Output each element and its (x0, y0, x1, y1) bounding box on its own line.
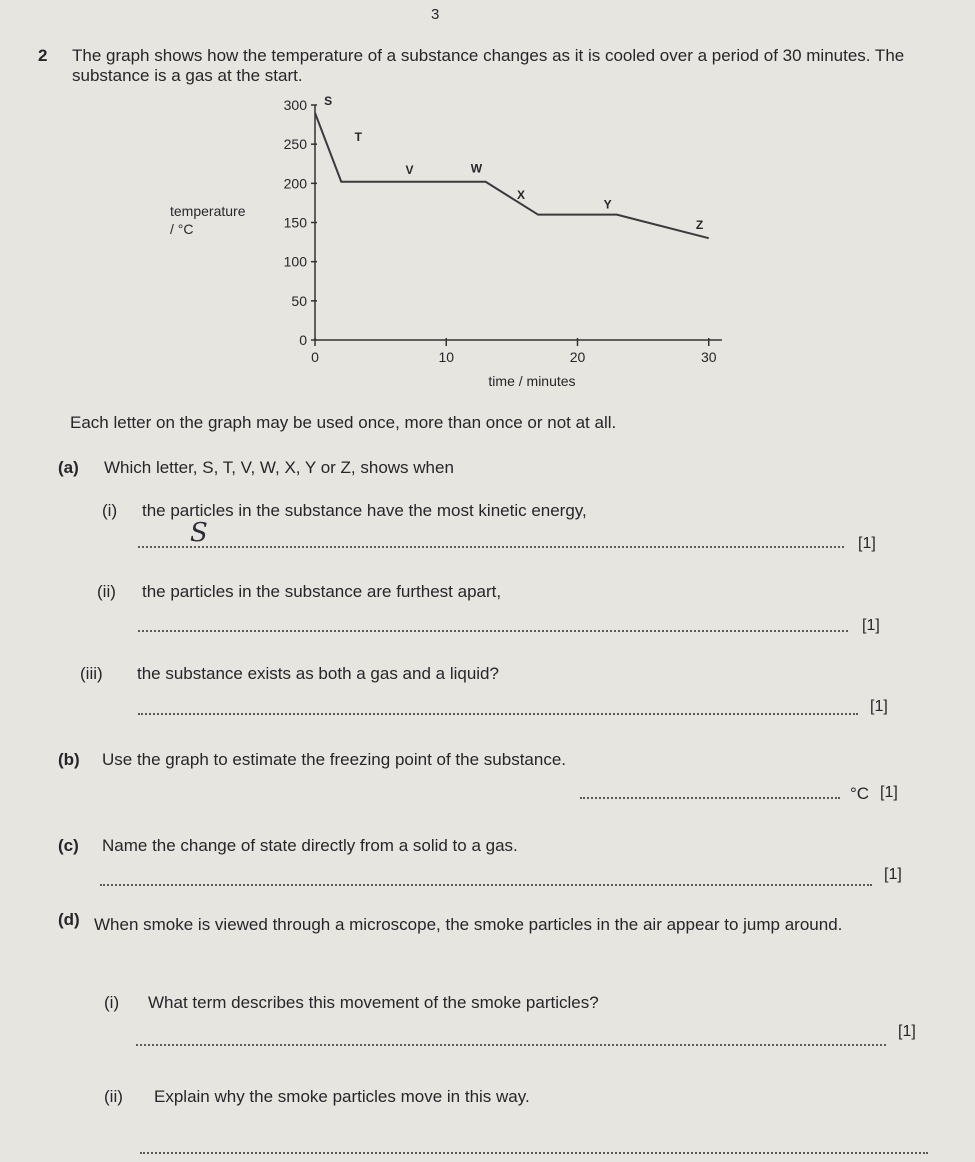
y-axis-label-line2: / °C (170, 221, 194, 237)
x-tick-label: 0 (311, 349, 319, 365)
part-d-ii-text: Explain why the smoke particles move in this way. (154, 1087, 530, 1106)
x-tick-label: 30 (700, 349, 717, 365)
temperature-series-line (315, 113, 709, 238)
part-d-i-label: (i) (104, 993, 120, 1012)
part-b-label: (b) (58, 750, 80, 769)
part-a-i-mark: [1] (858, 535, 876, 552)
y-tick-label: 250 (283, 136, 307, 153)
part-a-i-answer-line[interactable] (138, 546, 844, 548)
graph-point-label: V (405, 162, 414, 177)
part-d-i-mark: [1] (898, 1023, 916, 1040)
graph-point-label: Z (695, 217, 704, 232)
graph-point-label: Y (603, 197, 612, 212)
instruction: Each letter on the graph may be used once, more than once or not at all. (70, 413, 617, 432)
part-b-text: Use the graph to estimate the freezing point of the substance. (102, 750, 567, 769)
cooling-curve-chart (160, 95, 760, 395)
part-a-iii-mark: [1] (870, 698, 888, 715)
part-b-mark: [1] (880, 784, 898, 801)
graph-point-label: W (470, 161, 483, 176)
part-a-ii-label: (ii) (97, 582, 116, 601)
page-number: 3 (431, 6, 440, 23)
y-tick-label: 50 (291, 292, 307, 309)
part-a-i-text: the particles in the substance have the most kinetic energy, (142, 501, 587, 520)
y-axis-label-line1: temperature (170, 203, 246, 219)
graph-point-label: T (354, 130, 362, 145)
part-d-label: (d) (58, 910, 80, 929)
y-tick-label: 0 (299, 332, 307, 348)
part-c-answer-line[interactable] (100, 884, 872, 886)
part-b-unit: °C (850, 784, 870, 803)
part-a-ii-mark: [1] (862, 617, 880, 634)
x-axis-label: time / minutes (488, 373, 576, 389)
part-d-ii-label: (ii) (104, 1087, 123, 1106)
part-a-i-label: (i) (102, 501, 118, 520)
part-c-mark: [1] (884, 866, 902, 883)
part-a-iii-text: the substance exists as both a gas and a liquid? (137, 664, 499, 683)
part-d-i-text: What term describes this movement of the smoke particles? (148, 993, 599, 1012)
part-a-i-answer[interactable]: S (190, 518, 208, 548)
part-c-text: Name the change of state directly from a solid to a gas. (102, 836, 518, 855)
y-tick-label: 150 (283, 214, 307, 231)
part-c-label: (c) (58, 836, 79, 855)
part-d-i-answer-line[interactable] (136, 1044, 886, 1046)
y-tick-label: 100 (283, 253, 307, 270)
y-tick-label: 300 (283, 97, 307, 113)
graph-point-label: X (517, 188, 526, 202)
part-a-ii-answer-line[interactable] (138, 630, 848, 632)
graph-point-label: S (324, 95, 333, 108)
question-number: 2 (38, 46, 48, 65)
part-a-stem: Which letter, S, T, V, W, X, Y or Z, shows when (104, 458, 454, 477)
question-intro: The graph shows how the temperature of a substance changes as it is cooled over a period of 30 minutes. The substance is a gas at the start. (72, 46, 905, 85)
part-a-iii-label: (iii) (80, 664, 103, 683)
part-a-iii-answer-line[interactable] (138, 713, 858, 715)
x-tick-label: 20 (569, 349, 586, 365)
part-d-ii-answer-line[interactable] (140, 1152, 928, 1154)
part-b-answer-line[interactable] (580, 797, 840, 799)
part-d-text: When smoke is viewed through a microscope, the smoke particles in the air appear to jump around. (94, 915, 843, 934)
x-tick-label: 10 (438, 349, 455, 365)
part-a-label: (a) (58, 458, 79, 477)
part-a-ii-text: the particles in the substance are furthest apart, (142, 582, 502, 601)
y-tick-label: 200 (283, 175, 307, 192)
